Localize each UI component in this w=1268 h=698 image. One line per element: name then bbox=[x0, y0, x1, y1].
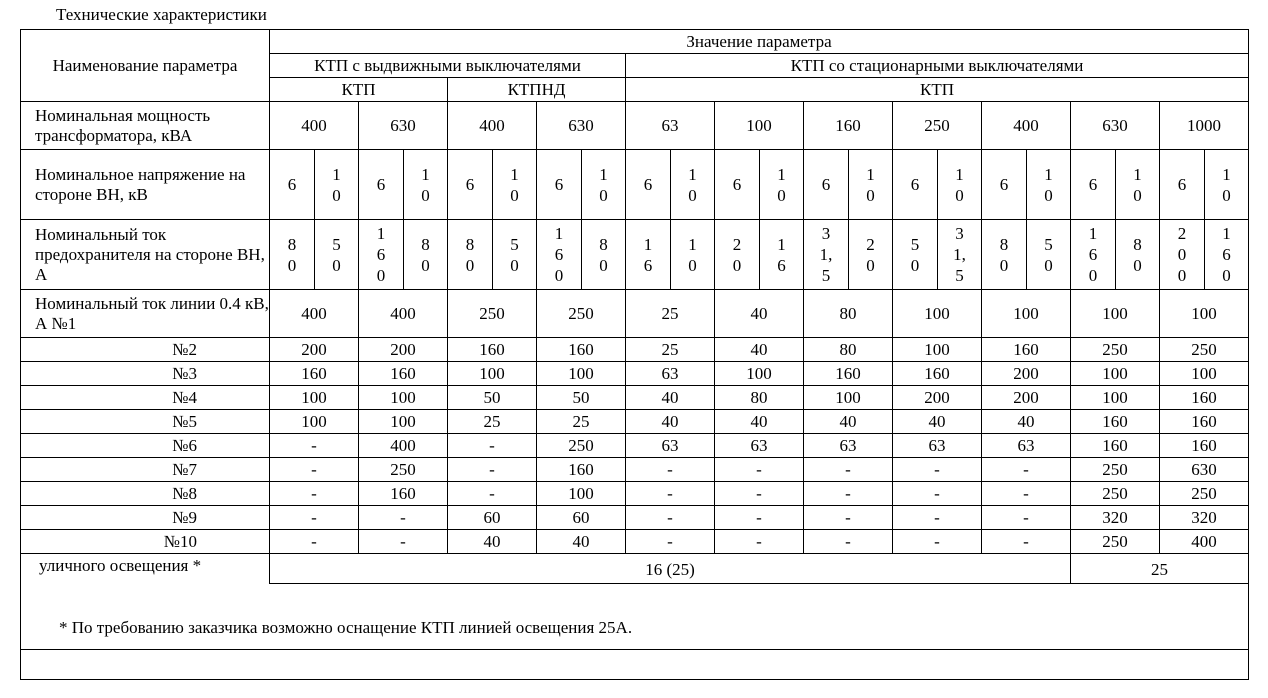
voltage-value: 1 0 bbox=[1027, 150, 1071, 220]
line-number: №7 bbox=[21, 458, 270, 482]
line-value: 100 bbox=[359, 386, 448, 410]
subgroup-ktpnd: КТПНД bbox=[448, 78, 626, 102]
fuse-value: 1 6 0 bbox=[537, 220, 582, 290]
line-value: - bbox=[448, 458, 537, 482]
line-value: 100 bbox=[893, 338, 982, 362]
voltage-value: 1 0 bbox=[849, 150, 893, 220]
line-value: 100 bbox=[1160, 362, 1249, 386]
line-value: - bbox=[715, 482, 804, 506]
line-value: 40 bbox=[626, 386, 715, 410]
line-value: 100 bbox=[893, 290, 982, 338]
line-value: - bbox=[270, 458, 359, 482]
power-value: 630 bbox=[359, 102, 448, 150]
power-value: 100 bbox=[715, 102, 804, 150]
line-value: 250 bbox=[1160, 338, 1249, 362]
fuse-value: 1 6 bbox=[626, 220, 671, 290]
line-value: 40 bbox=[448, 530, 537, 554]
line-value: 40 bbox=[982, 410, 1071, 434]
voltage-value: 6 bbox=[893, 150, 938, 220]
fuse-value: 1 6 0 bbox=[359, 220, 404, 290]
voltage-value: 6 bbox=[537, 150, 582, 220]
line-value: 25 bbox=[626, 290, 715, 338]
voltage-value: 6 bbox=[359, 150, 404, 220]
group-withdrawable: КТП с выдвижными выключателями bbox=[270, 54, 626, 78]
subgroup-ktp: КТП bbox=[270, 78, 448, 102]
line-value: 60 bbox=[448, 506, 537, 530]
line-value: 63 bbox=[893, 434, 982, 458]
fuse-value: 2 0 0 bbox=[1160, 220, 1205, 290]
line-value: 40 bbox=[537, 530, 626, 554]
fuse-value: 8 0 bbox=[982, 220, 1027, 290]
line-value: 160 bbox=[1160, 410, 1249, 434]
empty-row bbox=[21, 650, 1249, 680]
line-value: 100 bbox=[448, 362, 537, 386]
line-value: 320 bbox=[1071, 506, 1160, 530]
line-value: 200 bbox=[893, 386, 982, 410]
lighting-value: 16 (25) bbox=[270, 554, 1071, 584]
line-value: 320 bbox=[1160, 506, 1249, 530]
line-value: 160 bbox=[537, 338, 626, 362]
lighting-value: 25 bbox=[1071, 554, 1249, 584]
line-value: - bbox=[715, 458, 804, 482]
power-value: 63 bbox=[626, 102, 715, 150]
line-value: 200 bbox=[270, 338, 359, 362]
fuse-value: 8 0 bbox=[448, 220, 493, 290]
voltage-value: 1 0 bbox=[938, 150, 982, 220]
line-value: 160 bbox=[359, 362, 448, 386]
line-value: 160 bbox=[448, 338, 537, 362]
line-value: 250 bbox=[1071, 458, 1160, 482]
fuse-value: 5 0 bbox=[315, 220, 359, 290]
line-value: 200 bbox=[982, 362, 1071, 386]
line-value: 160 bbox=[893, 362, 982, 386]
line-number: №10 bbox=[21, 530, 270, 554]
line-value: 100 bbox=[537, 482, 626, 506]
voltage-value: 1 0 bbox=[760, 150, 804, 220]
line-value: - bbox=[893, 530, 982, 554]
line-value: 250 bbox=[537, 290, 626, 338]
line-value: 80 bbox=[804, 338, 893, 362]
line-value: - bbox=[804, 458, 893, 482]
line-value: 200 bbox=[359, 338, 448, 362]
fuse-value: 8 0 bbox=[1116, 220, 1160, 290]
voltage-value: 1 0 bbox=[671, 150, 715, 220]
line-value: 250 bbox=[1071, 482, 1160, 506]
line-value: - bbox=[626, 482, 715, 506]
line-number: №4 bbox=[21, 386, 270, 410]
fuse-value: 5 0 bbox=[493, 220, 537, 290]
line-number: №8 bbox=[21, 482, 270, 506]
line-value: 100 bbox=[537, 362, 626, 386]
power-value: 160 bbox=[804, 102, 893, 150]
line-value: 160 bbox=[270, 362, 359, 386]
line-value: 160 bbox=[804, 362, 893, 386]
line-value: 63 bbox=[626, 434, 715, 458]
fuse-value: 8 0 bbox=[404, 220, 448, 290]
voltage-value: 6 bbox=[626, 150, 671, 220]
line-value: - bbox=[982, 506, 1071, 530]
line-value: - bbox=[626, 530, 715, 554]
line-value: - bbox=[982, 530, 1071, 554]
power-value: 630 bbox=[1071, 102, 1160, 150]
line-value: 63 bbox=[715, 434, 804, 458]
line-value: 63 bbox=[626, 362, 715, 386]
line-value: 400 bbox=[270, 290, 359, 338]
fuse-value: 1 6 0 bbox=[1205, 220, 1249, 290]
voltage-value: 1 0 bbox=[1116, 150, 1160, 220]
line-value: - bbox=[270, 482, 359, 506]
line-value: 200 bbox=[982, 386, 1071, 410]
value-header: Значение параметра bbox=[270, 30, 1249, 54]
line-value: 100 bbox=[1071, 290, 1160, 338]
line-value: - bbox=[270, 530, 359, 554]
voltage-value: 6 bbox=[448, 150, 493, 220]
voltage-value: 6 bbox=[715, 150, 760, 220]
line-number: №9 bbox=[21, 506, 270, 530]
line-value: 40 bbox=[715, 410, 804, 434]
line-value: - bbox=[804, 530, 893, 554]
line-value: 100 bbox=[270, 410, 359, 434]
line-value: 40 bbox=[804, 410, 893, 434]
line-value: 250 bbox=[1160, 482, 1249, 506]
line-value: 250 bbox=[359, 458, 448, 482]
line-value: - bbox=[270, 506, 359, 530]
line-value: 160 bbox=[359, 482, 448, 506]
line-value: 40 bbox=[715, 290, 804, 338]
power-label: Номинальная мощность трансформатора, кВА bbox=[21, 102, 270, 150]
fuse-value: 1 0 bbox=[671, 220, 715, 290]
line-value: 160 bbox=[537, 458, 626, 482]
line-value: - bbox=[448, 434, 537, 458]
line-value: 160 bbox=[1071, 434, 1160, 458]
line-value: 630 bbox=[1160, 458, 1249, 482]
line-value: 250 bbox=[448, 290, 537, 338]
line-value: 160 bbox=[982, 338, 1071, 362]
line-value: - bbox=[359, 530, 448, 554]
param-name-header: Наименование параметра bbox=[21, 30, 270, 102]
line-value: 60 bbox=[537, 506, 626, 530]
power-value: 400 bbox=[270, 102, 359, 150]
fuse-value: 1 6 bbox=[760, 220, 804, 290]
line-value: 250 bbox=[537, 434, 626, 458]
fuse-value: 1 6 0 bbox=[1071, 220, 1116, 290]
subgroup-ktp-stationary: КТП bbox=[626, 78, 1249, 102]
voltage-value: 1 0 bbox=[493, 150, 537, 220]
line-value: 160 bbox=[1071, 410, 1160, 434]
voltage-value: 1 0 bbox=[582, 150, 626, 220]
line-value: - bbox=[804, 506, 893, 530]
line-value: 40 bbox=[893, 410, 982, 434]
fuse-value: 2 0 bbox=[715, 220, 760, 290]
line-value: 400 bbox=[359, 434, 448, 458]
line-value: - bbox=[270, 434, 359, 458]
power-value: 400 bbox=[448, 102, 537, 150]
line-value: - bbox=[715, 506, 804, 530]
line-label: Номинальный ток линии 0.4 кВ, А №1 bbox=[21, 290, 270, 338]
power-value: 250 bbox=[893, 102, 982, 150]
fuse-label: Номинальный ток предохранителя на стороне ВН, А bbox=[21, 220, 270, 290]
line-value: 160 bbox=[1160, 434, 1249, 458]
page-title: Технические характеристики bbox=[56, 5, 267, 24]
group-stationary: КТП со стационарными выключателями bbox=[626, 54, 1249, 78]
voltage-value: 1 0 bbox=[1205, 150, 1249, 220]
fuse-value: 8 0 bbox=[270, 220, 315, 290]
voltage-value: 6 bbox=[1160, 150, 1205, 220]
line-value: 100 bbox=[1160, 290, 1249, 338]
line-value: 160 bbox=[1160, 386, 1249, 410]
voltage-value: 1 0 bbox=[315, 150, 359, 220]
power-value: 630 bbox=[537, 102, 626, 150]
line-value: - bbox=[448, 482, 537, 506]
line-number: №3 bbox=[21, 362, 270, 386]
line-value: 100 bbox=[804, 386, 893, 410]
spec-table bbox=[20, 29, 1249, 680]
line-value: 50 bbox=[537, 386, 626, 410]
line-value: - bbox=[626, 458, 715, 482]
line-value: 400 bbox=[359, 290, 448, 338]
line-value: - bbox=[893, 458, 982, 482]
line-value: 25 bbox=[448, 410, 537, 434]
line-value: 40 bbox=[715, 338, 804, 362]
fuse-value: 2 0 bbox=[849, 220, 893, 290]
line-value: 40 bbox=[626, 410, 715, 434]
power-value: 1000 bbox=[1160, 102, 1249, 150]
line-value: 25 bbox=[626, 338, 715, 362]
line-value: 63 bbox=[982, 434, 1071, 458]
footnote: * По требованию заказчика возможно оснащение КТП линией освещения 25А. bbox=[21, 584, 1249, 650]
line-value: - bbox=[715, 530, 804, 554]
line-value: - bbox=[982, 482, 1071, 506]
line-value: - bbox=[893, 506, 982, 530]
line-value: 100 bbox=[1071, 362, 1160, 386]
line-value: - bbox=[982, 458, 1071, 482]
voltage-label: Номинальное напряжение на стороне ВН, кВ bbox=[21, 150, 270, 220]
line-value: - bbox=[804, 482, 893, 506]
line-value: 80 bbox=[715, 386, 804, 410]
fuse-value: 3 1, 5 bbox=[804, 220, 849, 290]
fuse-value: 3 1, 5 bbox=[938, 220, 982, 290]
power-value: 400 bbox=[982, 102, 1071, 150]
voltage-value: 6 bbox=[982, 150, 1027, 220]
line-value: - bbox=[893, 482, 982, 506]
line-value: 100 bbox=[982, 290, 1071, 338]
line-value: 25 bbox=[537, 410, 626, 434]
line-value: 100 bbox=[1071, 386, 1160, 410]
line-number: №6 bbox=[21, 434, 270, 458]
fuse-value: 5 0 bbox=[1027, 220, 1071, 290]
line-value: - bbox=[359, 506, 448, 530]
lighting-label: уличного освещения * bbox=[21, 554, 270, 584]
line-number: №2 bbox=[21, 338, 270, 362]
fuse-value: 8 0 bbox=[582, 220, 626, 290]
line-value: 400 bbox=[1160, 530, 1249, 554]
line-value: 100 bbox=[715, 362, 804, 386]
fuse-value: 5 0 bbox=[893, 220, 938, 290]
line-value: 100 bbox=[270, 386, 359, 410]
voltage-value: 6 bbox=[270, 150, 315, 220]
line-value: 80 bbox=[804, 290, 893, 338]
line-value: 250 bbox=[1071, 530, 1160, 554]
line-value: 250 bbox=[1071, 338, 1160, 362]
line-value: 50 bbox=[448, 386, 537, 410]
line-number: №5 bbox=[21, 410, 270, 434]
line-value: 100 bbox=[359, 410, 448, 434]
voltage-value: 1 0 bbox=[404, 150, 448, 220]
voltage-value: 6 bbox=[1071, 150, 1116, 220]
line-value: - bbox=[626, 506, 715, 530]
line-value: 63 bbox=[804, 434, 893, 458]
voltage-value: 6 bbox=[804, 150, 849, 220]
